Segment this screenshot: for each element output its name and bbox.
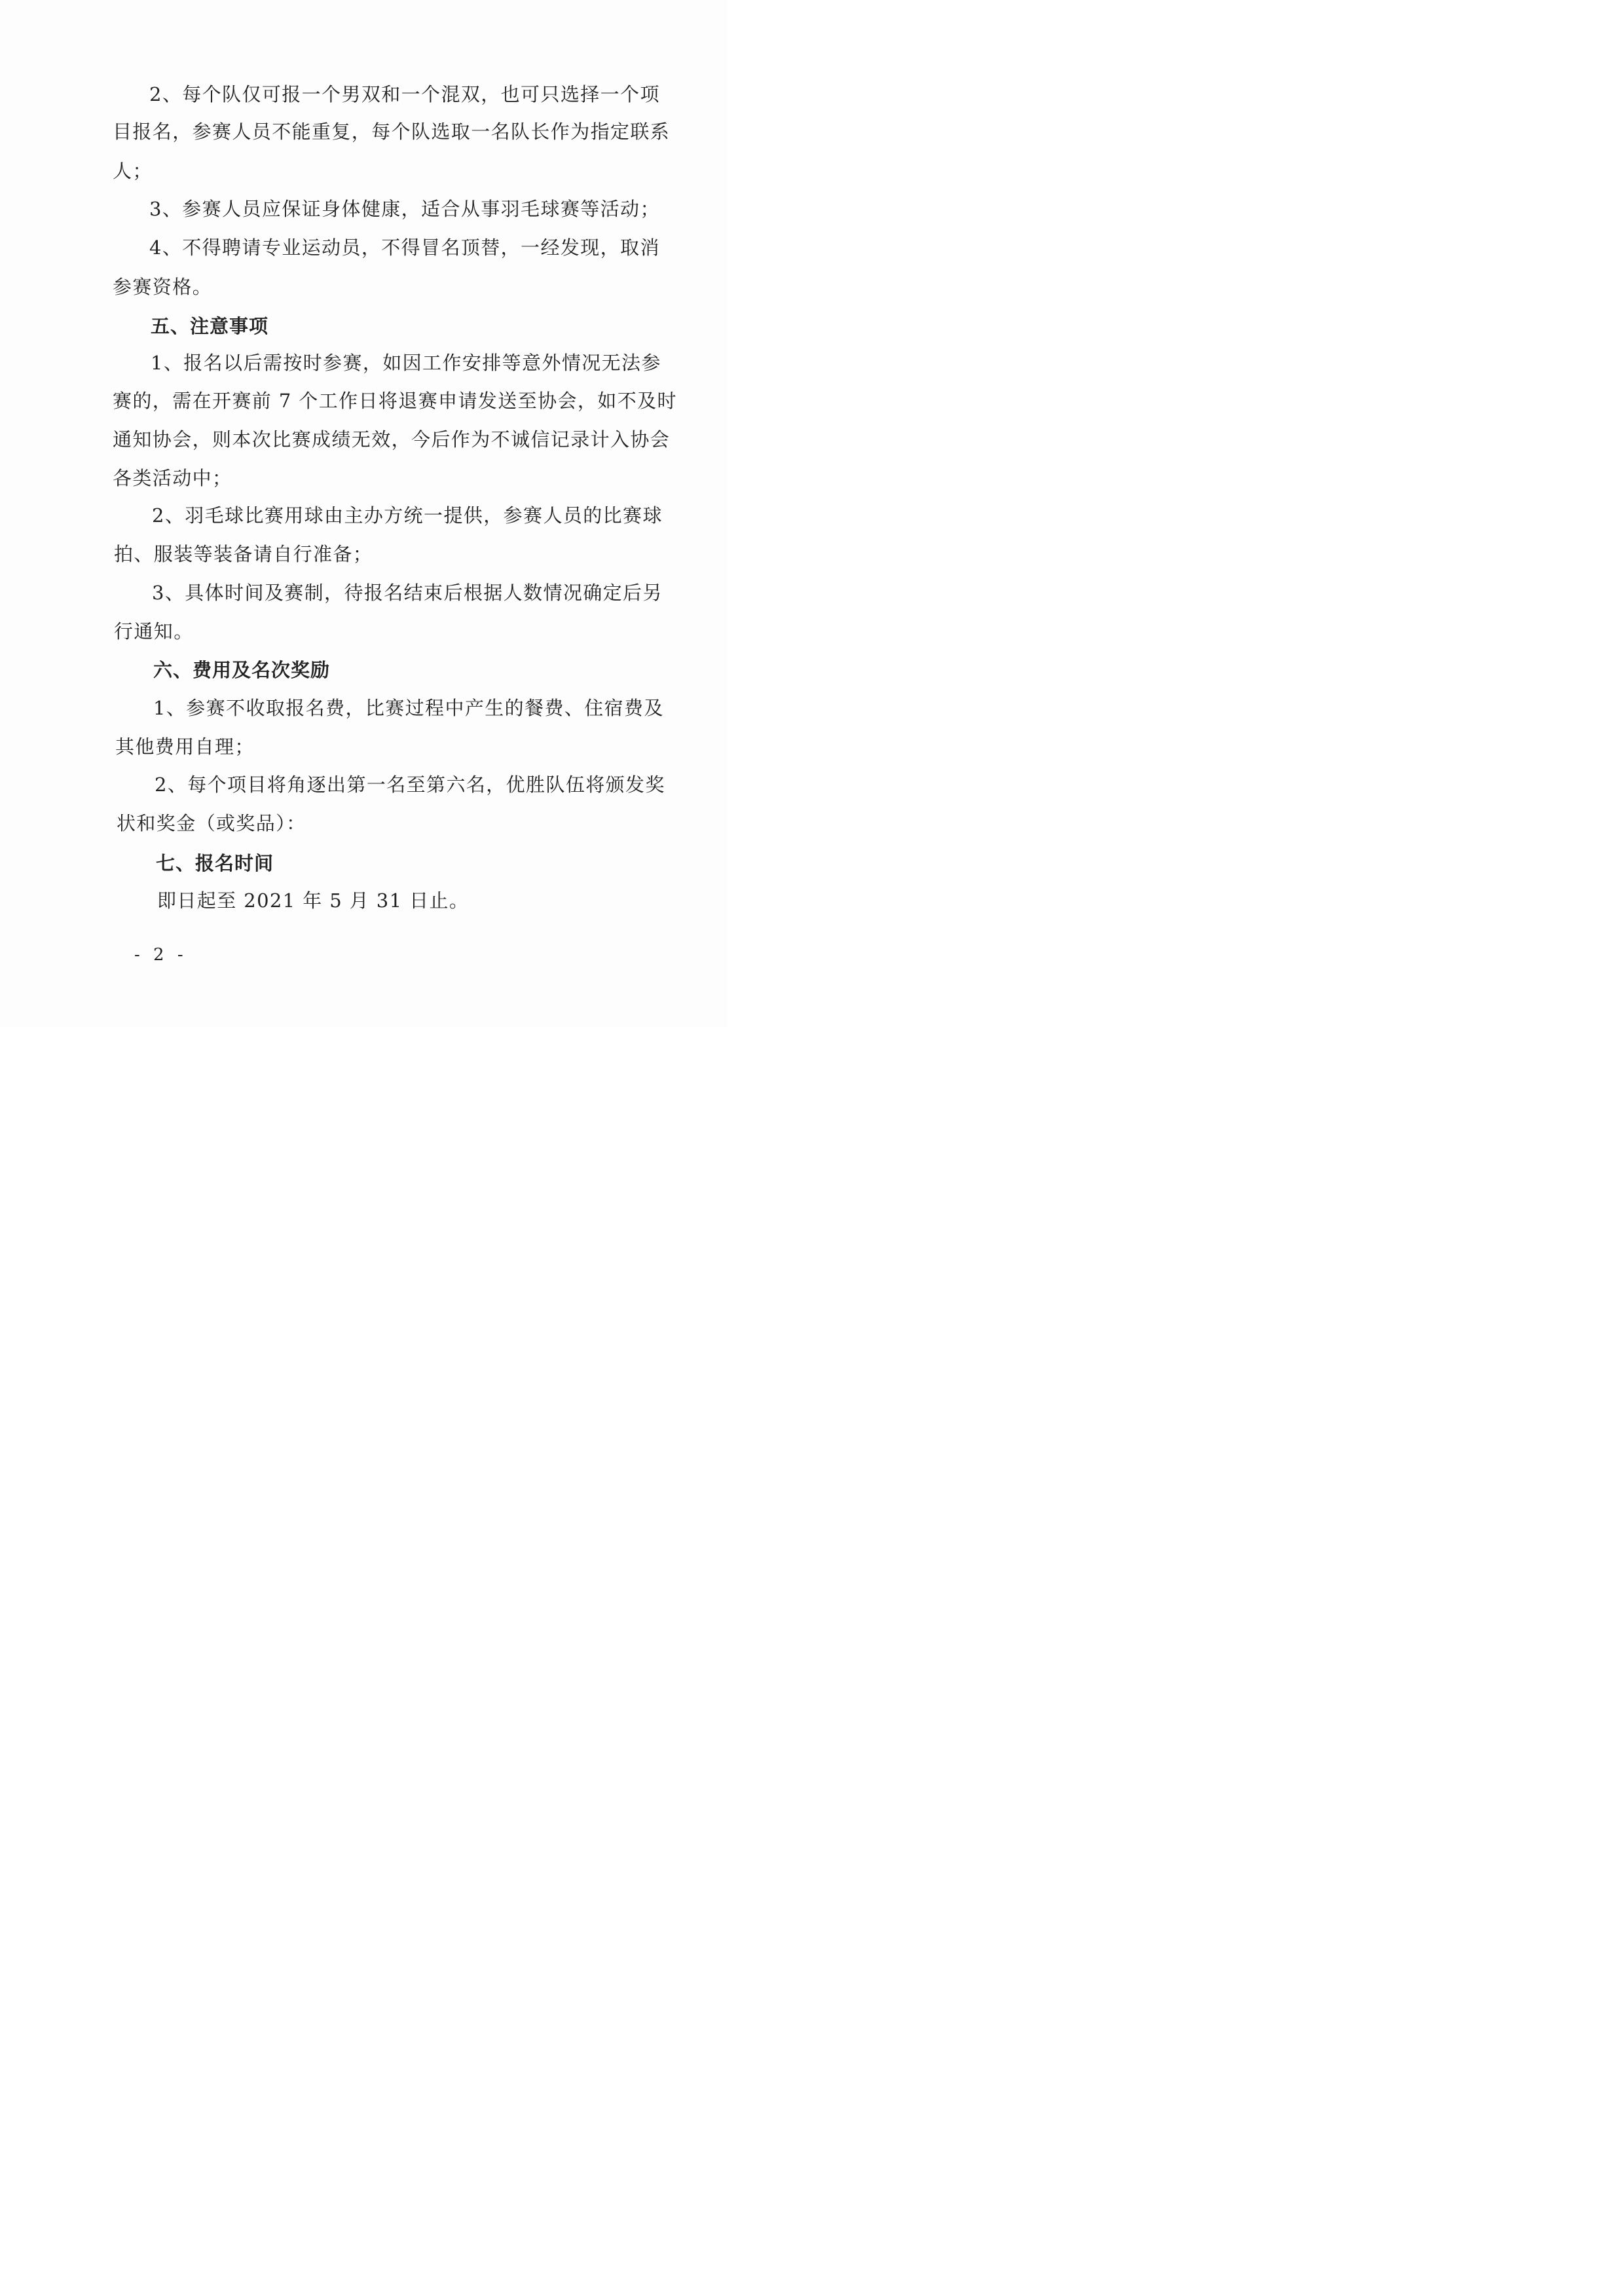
paragraph-line: 人； (113, 160, 153, 182)
paragraph-line: 目报名，参赛人员不能重复，每个队选取一名队长作为指定联系 (113, 121, 671, 143)
paragraph-line: 3、具体时间及赛制，待报名结束后根据人数情况确定后另 (152, 582, 663, 604)
paragraph-line: 状和奖金（或奖品）： (117, 812, 306, 834)
paragraph-line: 参赛资格。 (113, 276, 213, 298)
document-page (0, 0, 727, 1027)
section-heading: 五、注意事项 (151, 315, 269, 337)
paragraph-line: 1、参赛不收取报名费，比赛过程中产生的餐费、住宿费及 (153, 697, 664, 719)
page-number: - 2 - (134, 945, 187, 965)
paragraph-line: 赛的，需在开赛前 7 个工作日将退赛申请发送至协会，如不及时 (113, 390, 677, 412)
paragraph-line: 4、不得聘请专业运动员，不得冒名顶替，一经发现，取消 (149, 236, 660, 259)
paragraph-line: 通知协会，则本次比赛成绩无效，今后作为不诚信记录计入协会 (113, 428, 671, 451)
paragraph-line: 2、每个项目将角逐出第一名至第六名，优胜队伍将颁发奖 (155, 774, 665, 796)
paragraph-line: 其他费用自理； (115, 736, 255, 758)
paragraph-line: 即日起至 2021 年 5 月 31 日止。 (157, 889, 470, 912)
paragraph-line: 2、每个队仅可报一个男双和一个混双，也可只选择一个项 (149, 83, 660, 105)
section-heading: 六、费用及名次奖励 (153, 659, 331, 681)
paragraph-line: 行通知。 (114, 620, 194, 643)
paragraph-line: 各类活动中； (113, 467, 232, 489)
paragraph-line: 2、羽毛球比赛用球由主办方统一提供，参赛人员的比赛球 (152, 504, 663, 527)
paragraph-line: 1、报名以后需按时参赛，如因工作安排等意外情况无法参 (151, 352, 661, 374)
paragraph-line: 拍、服装等装备请自行准备； (114, 543, 373, 565)
paragraph-line: 3、参赛人员应保证身体健康，适合从事羽毛球赛等活动； (149, 198, 660, 220)
section-heading: 七、报名时间 (156, 852, 274, 874)
